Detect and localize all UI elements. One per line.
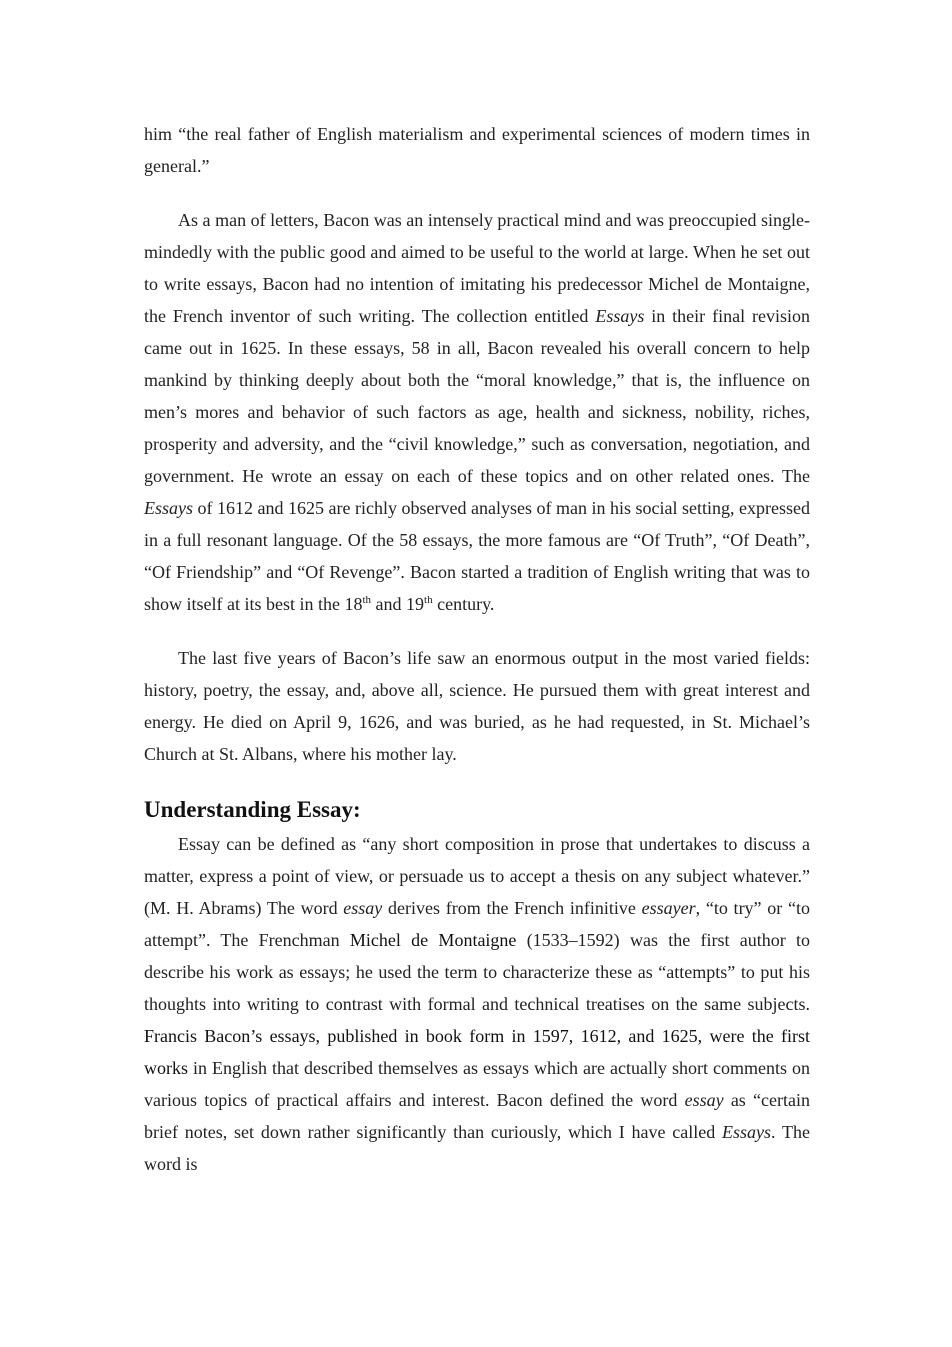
paragraph-continuation	[144, 118, 810, 182]
text-run: of 1612 and 1625 are richly observed analyses of man in his social setting, expressed in a full resonant language. Of the 58 essays, the more famous are “Of Truth”, “Of Death”, “Of Friendship” and “Of Revenge”. Bacon started a tradition of English writing that was to show itself at its best in the 18	[144, 498, 810, 614]
italic-term: essayer	[641, 898, 696, 918]
italic-title: Essays	[722, 1122, 772, 1142]
text-run: in English that described themselves as essays which are actually short comments on various topics of practical affairs and interest. Bacon defined the word	[144, 1058, 810, 1110]
text-run: as “certain brief notes, set down rather significantly than curiously, which I have called	[144, 1090, 810, 1142]
italic-title: Essays	[595, 306, 645, 326]
text-run: As a man of letters, Bacon was an intensely practical mind and was preoccupied single-mindedly with the public good and aimed to be useful to the world at large. When he set out to write essays, Bacon had no intention of imitating his predecessor Michel de Montaigne, the French inventor of such writing. The collection entitled	[144, 210, 810, 326]
ordinal-superscript: th	[362, 594, 372, 606]
text-run: (1533–1592) was the first author to describe his work as essays; he used the term to characterize these as “attempts” to put his thoughts into writing to contrast with formal and technical treatises on the same subjects.	[144, 930, 810, 1014]
text-run: Essay can be defined as “any short composition in prose that undertakes to discuss a matter, express a point of view, or persuade us to accept a thesis on any subject whatever.” (M. H. Abrams) The word	[144, 834, 810, 918]
paragraph-text: The last five years of Bacon’s life saw an enormous output in the most varied fields: history, poetry, the essay, and, above all, science. He pursued them with great interest and energy. He died on April 9, 1626, and was buried, as he had requested, in St. Michael’s Church at St. Albans, where his mother lay.	[144, 648, 810, 764]
text-run: century.	[432, 594, 495, 614]
italic-title: Essays	[144, 498, 193, 518]
text-run: in their final revision came out in 1625. In these essays, 58 in all, Bacon revealed his overall concern to help mankind by thinking deeply about both the “moral knowledge,” that is, the influence on men’s mores and behavior of such factors as age, health and sickness, nobility, riches, prosperity and adversity, and the “civil knowledge,” such as conversation, negotiation, and government. He wrote an essay on each of these topics and on other related ones. The	[144, 306, 810, 486]
paragraph-essay-definition	[144, 828, 810, 1180]
paragraph-bacon-essays	[144, 204, 810, 620]
text-run: . The word is	[144, 1122, 810, 1174]
text-run: derives from the French infinitive	[382, 898, 642, 918]
highlighted-name: Michel de Montaigne	[349, 930, 517, 950]
paragraph-text: him “the real father of English materialism and experimental sciences of modern times in general.”	[144, 124, 810, 176]
italic-term: essay	[684, 1090, 724, 1110]
text-column	[144, 118, 810, 1180]
highlighted-phrase: Francis Bacon’s essays, published in book form in 1597, 1612, and 1625, were the first works	[144, 1026, 810, 1078]
text-run: and 19	[371, 594, 425, 614]
section-heading: Understanding Essay:	[144, 797, 361, 822]
italic-term: essay	[343, 898, 383, 918]
paragraph-last-years	[144, 642, 810, 770]
ordinal-superscript: th	[424, 594, 433, 606]
text-run: , “to try” or “to attempt”. The Frenchman	[144, 898, 810, 950]
